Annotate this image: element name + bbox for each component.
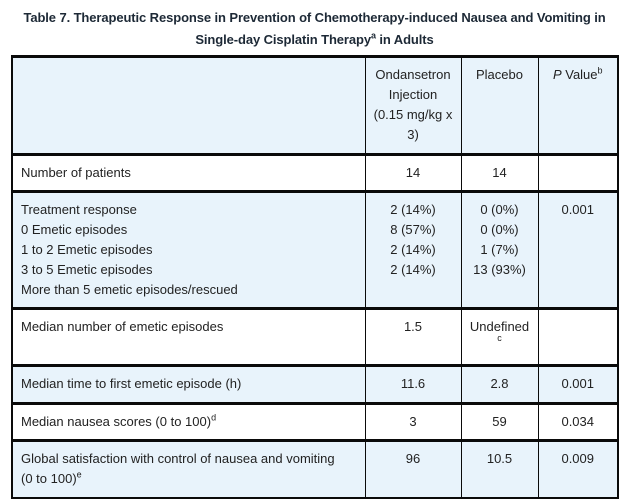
cell-line: Median nausea scores (0 to 100)$^d$ bbox=[21, 412, 217, 429]
cell-line: Global satisfaction with control of nausea and vomiting bbox=[21, 451, 335, 466]
cell-line: Ondansetron bbox=[375, 67, 451, 82]
header-cell-pvalue bbox=[538, 57, 618, 155]
cell-pvalue bbox=[538, 404, 618, 441]
footnote-marker-c: c bbox=[497, 333, 502, 343]
cell-line: (0 to 100)$^e$ bbox=[21, 469, 82, 486]
cell-line: 13 (93%) bbox=[473, 262, 526, 277]
cell-label bbox=[12, 404, 365, 441]
cell-line: 0.001 bbox=[561, 376, 595, 391]
cell-line: (0.15 mg/kg x bbox=[373, 107, 453, 122]
footnote-marker-d: d bbox=[211, 412, 217, 423]
cell-placebo bbox=[461, 404, 538, 441]
cell-line: 14 bbox=[405, 165, 421, 180]
cell-ondansetron bbox=[365, 309, 461, 366]
cell-line: More than 5 emetic episodes/rescued bbox=[21, 282, 238, 297]
header-cell-ondansetron bbox=[365, 57, 461, 155]
footnote-marker-a: a bbox=[370, 30, 376, 41]
table-row bbox=[12, 404, 618, 441]
cell-label bbox=[12, 192, 365, 309]
cell-line: 10.5 bbox=[486, 451, 513, 466]
cell-ondansetron bbox=[365, 441, 461, 498]
cell-label bbox=[12, 366, 365, 404]
cell-line: Median time to first emetic episode (h) bbox=[21, 376, 242, 391]
table-row bbox=[12, 192, 618, 309]
cell-line: 8 (57%) bbox=[390, 222, 436, 237]
cell-line: 2 (14%) bbox=[390, 242, 436, 257]
table-row bbox=[12, 309, 618, 366]
footnote-marker-e: e bbox=[76, 469, 82, 480]
cell-placebo bbox=[461, 441, 538, 498]
cell-line: 3) bbox=[407, 127, 419, 142]
cell-line: 3 to 5 Emetic episodes bbox=[21, 262, 153, 277]
cell-line: Placebo bbox=[476, 67, 523, 82]
cell-line: 0.034 bbox=[561, 414, 595, 429]
table-title-line-2: Single-day Cisplatin Therapy$^a$ in Adults bbox=[195, 30, 434, 47]
cell-pvalue bbox=[538, 441, 618, 498]
header-row bbox=[12, 57, 618, 155]
cell-line: 11.6 bbox=[400, 376, 426, 391]
cell-line: Number of patients bbox=[21, 165, 131, 180]
cell-line: 2 (14%) bbox=[390, 202, 436, 217]
cell-line: Median number of emetic episodes bbox=[21, 319, 224, 334]
cell-label bbox=[12, 155, 365, 192]
table-title-line-1: Table 7. Therapeutic Response in Prevention of Chemotherapy-induced Nausea and Vomiting in bbox=[23, 10, 606, 25]
cell-ondansetron bbox=[365, 404, 461, 441]
cell-placebo bbox=[461, 192, 538, 309]
italic-p: P bbox=[552, 67, 562, 82]
cell-pvalue bbox=[538, 155, 618, 192]
cell-pvalue bbox=[538, 366, 618, 404]
cell-line: 1 (7%) bbox=[480, 242, 519, 257]
cell-line: Treatment response bbox=[21, 202, 137, 217]
footnote-marker-b: b bbox=[597, 65, 603, 76]
table-row bbox=[12, 155, 618, 192]
cell-line: 0.001 bbox=[561, 202, 595, 217]
cell-line: Injection bbox=[388, 87, 438, 102]
cell-ondansetron bbox=[365, 155, 461, 192]
cell-line: 1 to 2 Emetic episodes bbox=[21, 242, 153, 257]
cell-label bbox=[12, 441, 365, 498]
cell-line: 0 (0%) bbox=[480, 202, 519, 217]
table-title bbox=[0, 0, 629, 51]
cell-placebo bbox=[461, 366, 538, 404]
table-row bbox=[12, 441, 618, 498]
cell-line: 3 bbox=[409, 414, 417, 429]
cell-line bbox=[467, 333, 533, 349]
therapeutic-response-table bbox=[11, 55, 619, 499]
cell-line: 14 bbox=[492, 165, 507, 180]
cell-line: 0 (0%) bbox=[480, 222, 519, 237]
cell-line: 59 bbox=[492, 414, 507, 429]
cell-placebo bbox=[461, 155, 538, 192]
header-cell-label bbox=[12, 57, 365, 155]
cell-ondansetron bbox=[365, 366, 461, 404]
cell-line: 2.8 bbox=[490, 376, 509, 391]
cell-line: 2 (14%) bbox=[390, 262, 436, 277]
cell-pvalue bbox=[538, 192, 618, 309]
cell-pvalue bbox=[538, 309, 618, 366]
cell-line: Undefined bbox=[469, 319, 530, 334]
cell-line: P Value$^b$ bbox=[552, 65, 603, 82]
cell-placebo bbox=[461, 309, 538, 366]
cell-ondansetron bbox=[365, 192, 461, 309]
cell-line: 0 Emetic episodes bbox=[21, 222, 128, 237]
cell-label bbox=[12, 309, 365, 366]
cell-line: 0.009 bbox=[561, 451, 595, 466]
header-cell-placebo bbox=[461, 57, 538, 155]
cell-line: 96 bbox=[405, 451, 421, 466]
cell-line: 1.5 bbox=[403, 319, 423, 334]
table-row bbox=[12, 366, 618, 404]
